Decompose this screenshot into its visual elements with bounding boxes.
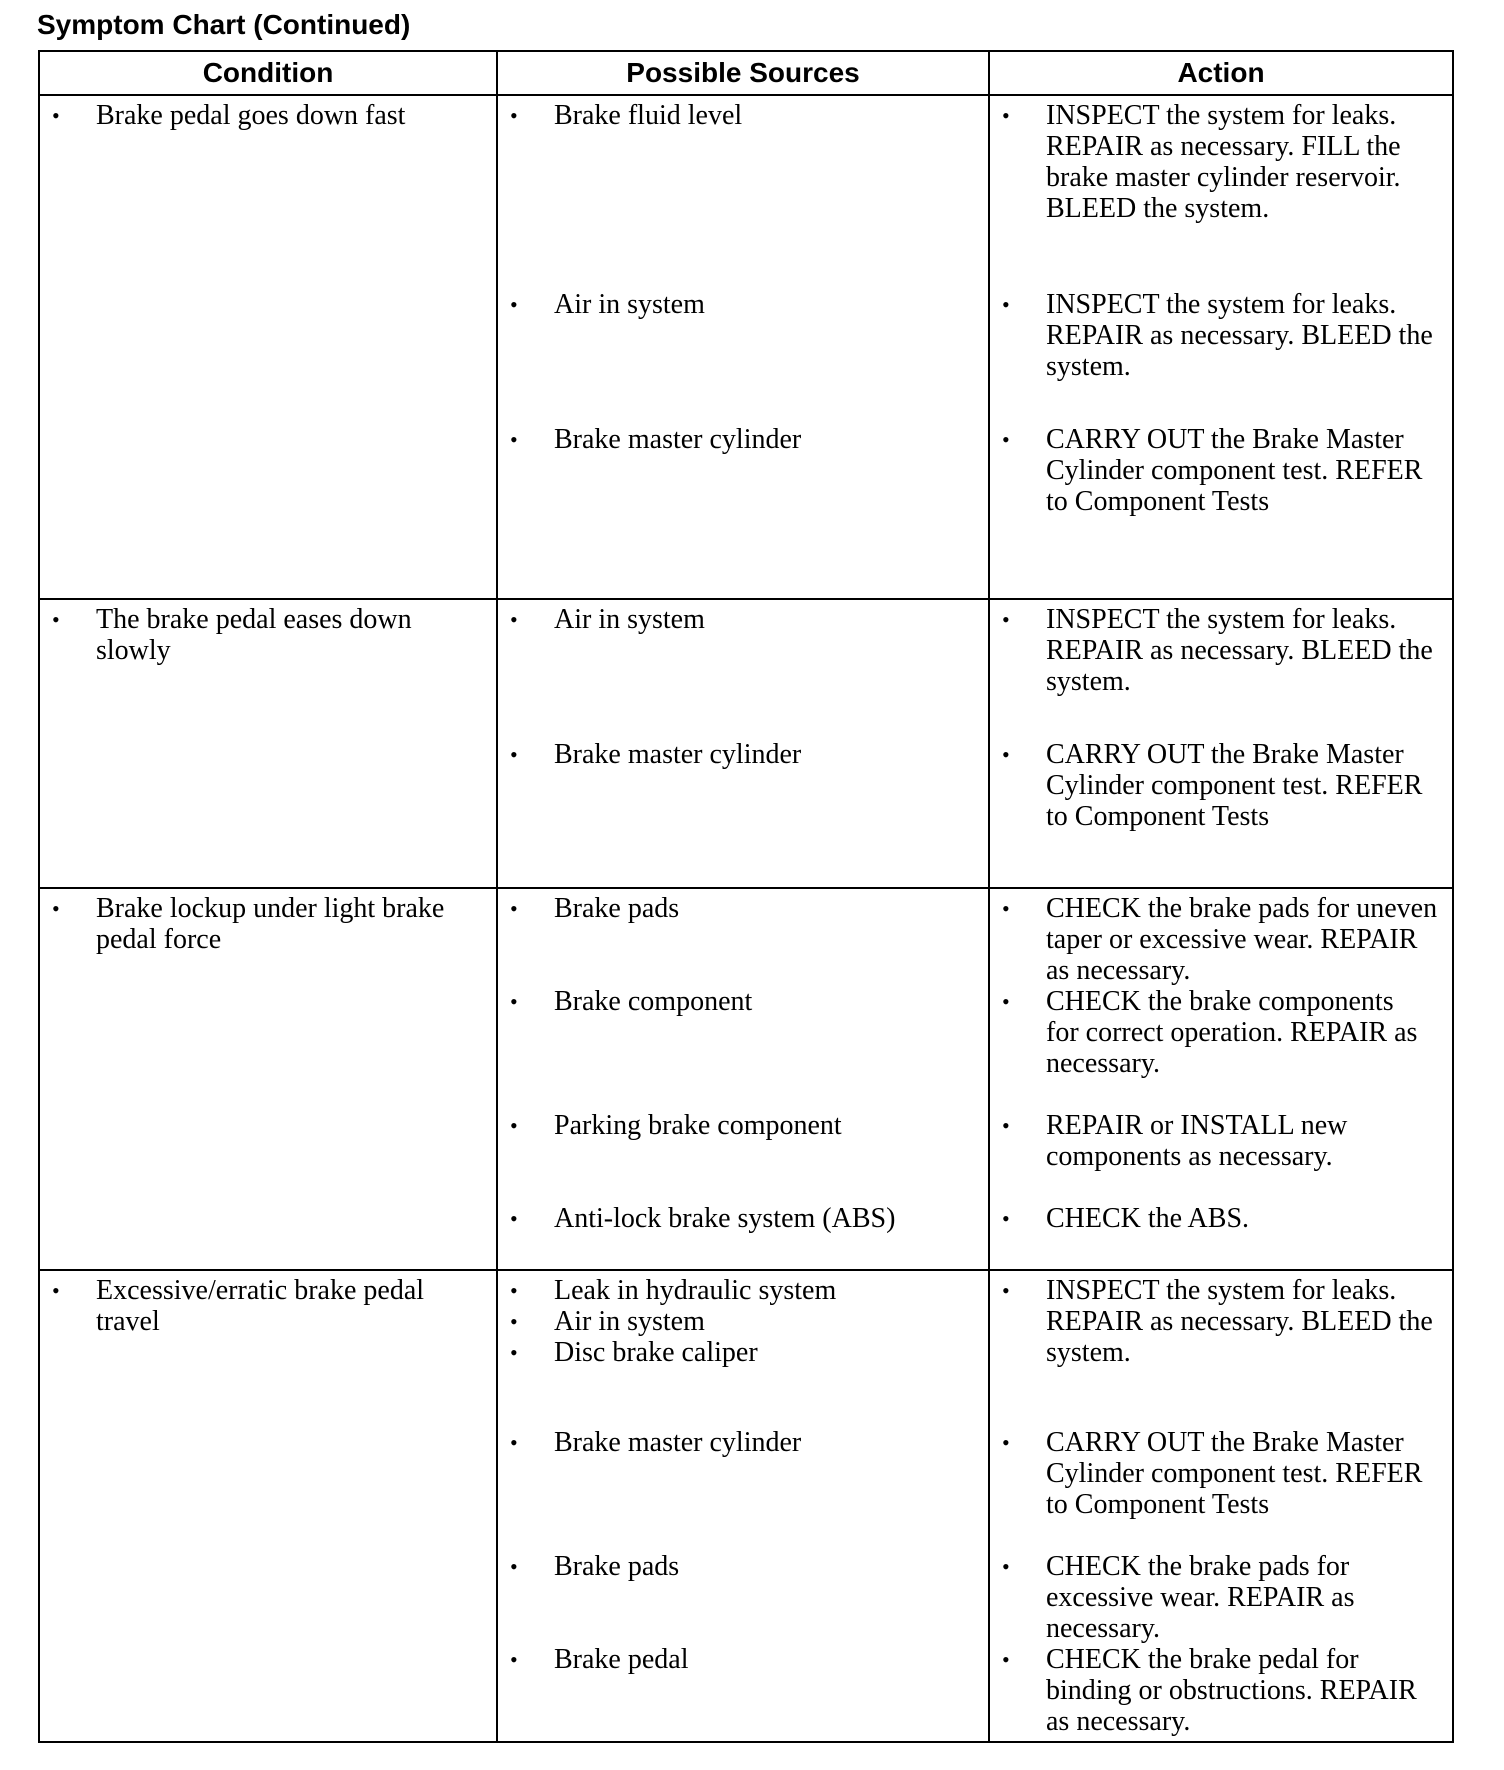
list-item bbox=[40, 1275, 488, 1337]
list-item bbox=[990, 1644, 1444, 1737]
bullet-icon: • bbox=[1002, 1647, 1010, 1672]
condition-text: Brake pedal goes down fast bbox=[96, 100, 406, 131]
list-item bbox=[990, 289, 1444, 424]
bullet-icon: • bbox=[510, 896, 518, 921]
condition-cell bbox=[39, 1270, 497, 1742]
bullet-icon: • bbox=[510, 292, 518, 317]
bullet-icon: • bbox=[1002, 103, 1010, 128]
source-text: Brake master cylinder bbox=[554, 424, 802, 455]
list-item bbox=[498, 1306, 980, 1337]
action-cell bbox=[989, 1270, 1453, 1742]
list-item bbox=[990, 1110, 1444, 1203]
bullet-icon: • bbox=[1002, 1554, 1010, 1579]
bullet-icon: • bbox=[510, 1554, 518, 1579]
list-item bbox=[498, 893, 980, 986]
source-text: Disc brake caliper bbox=[554, 1337, 758, 1368]
column-header-condition: Condition bbox=[39, 51, 497, 95]
source-text: Brake pads bbox=[554, 1551, 680, 1582]
list-item bbox=[40, 893, 488, 955]
column-header-sources: Possible Sources bbox=[497, 51, 989, 95]
bullet-icon: • bbox=[510, 103, 518, 128]
source-text: Brake pedal bbox=[554, 1644, 689, 1675]
action-text: CHECK the brake pedal for binding or obstructions. REPAIR as necessary. bbox=[1046, 1644, 1417, 1737]
list-item bbox=[498, 1644, 980, 1675]
list-item bbox=[990, 739, 1444, 832]
bullet-icon: • bbox=[1002, 989, 1010, 1014]
action-cell bbox=[989, 888, 1453, 1270]
list-item bbox=[990, 1551, 1444, 1644]
list-item bbox=[498, 1551, 980, 1644]
bullet-icon: • bbox=[1002, 292, 1010, 317]
bullet-icon: • bbox=[510, 1206, 518, 1231]
column-header-action: Action bbox=[989, 51, 1453, 95]
bullet-icon: • bbox=[1002, 1113, 1010, 1138]
action-text: CARRY OUT the Brake Master Cylinder component test. REFER to Component Tests bbox=[1046, 1427, 1423, 1520]
list-item bbox=[498, 1110, 980, 1203]
condition-text: Brake lockup under light brake pedal force bbox=[96, 893, 445, 955]
bullet-icon: • bbox=[510, 989, 518, 1014]
page-title: Symptom Chart (Continued) bbox=[37, 9, 411, 40]
condition-text: Excessive/erratic brake pedal travel bbox=[96, 1275, 425, 1337]
list-item bbox=[498, 1275, 980, 1306]
bullet-icon: • bbox=[1002, 896, 1010, 921]
condition-text: The brake pedal eases down slowly bbox=[96, 604, 412, 666]
list-item bbox=[990, 424, 1444, 517]
list-item bbox=[40, 100, 488, 131]
sources-cell bbox=[497, 1270, 989, 1742]
source-text: Brake fluid level bbox=[554, 100, 743, 131]
source-text: Leak in hydraulic system bbox=[554, 1275, 837, 1306]
bullet-icon: • bbox=[1002, 427, 1010, 452]
condition-cell bbox=[39, 599, 497, 888]
table-header-row bbox=[39, 51, 1453, 95]
bullet-icon: • bbox=[1002, 607, 1010, 632]
symptom-table bbox=[38, 50, 1454, 1743]
list-item bbox=[990, 893, 1444, 986]
action-text: INSPECT the system for leaks. REPAIR as necessary. FILL the brake master cylinder reservoir. BLEED the system. bbox=[1046, 100, 1401, 224]
bullet-icon: • bbox=[510, 1430, 518, 1455]
source-text: Air in system bbox=[554, 289, 705, 320]
bullet-icon: • bbox=[1002, 1430, 1010, 1455]
action-text: INSPECT the system for leaks. REPAIR as necessary. BLEED the system. bbox=[1046, 604, 1433, 697]
list-item bbox=[498, 986, 980, 1110]
condition-cell bbox=[39, 95, 497, 599]
source-text: Brake master cylinder bbox=[554, 1427, 802, 1458]
source-text: Parking brake component bbox=[554, 1110, 842, 1141]
action-text: CHECK the brake components for correct operation. REPAIR as necessary. bbox=[1046, 986, 1418, 1079]
list-item bbox=[498, 424, 980, 455]
bullet-icon: • bbox=[510, 1113, 518, 1138]
list-item bbox=[498, 604, 980, 739]
list-item bbox=[498, 289, 980, 424]
bullet-icon: • bbox=[510, 427, 518, 452]
condition-cell bbox=[39, 888, 497, 1270]
list-item bbox=[990, 1275, 1444, 1427]
bullet-icon: • bbox=[510, 1278, 518, 1303]
action-text: INSPECT the system for leaks. REPAIR as necessary. BLEED the system. bbox=[1046, 1275, 1433, 1368]
table-row bbox=[39, 1270, 1453, 1742]
action-text: REPAIR or INSTALL new components as necessary. bbox=[1046, 1110, 1348, 1172]
list-item bbox=[498, 1337, 980, 1368]
action-cell bbox=[989, 599, 1453, 888]
source-group bbox=[498, 1275, 980, 1427]
table-row bbox=[39, 888, 1453, 1270]
bullet-icon: • bbox=[510, 607, 518, 632]
bullet-icon: • bbox=[52, 1278, 60, 1303]
bullet-icon: • bbox=[1002, 1206, 1010, 1231]
list-item bbox=[498, 739, 980, 770]
sources-cell bbox=[497, 599, 989, 888]
bullet-icon: • bbox=[510, 742, 518, 767]
action-text: CHECK the brake pads for excessive wear. REPAIR as necessary. bbox=[1046, 1551, 1355, 1644]
sources-cell bbox=[497, 95, 989, 599]
list-item bbox=[990, 986, 1444, 1110]
action-text: CARRY OUT the Brake Master Cylinder component test. REFER to Component Tests bbox=[1046, 424, 1423, 517]
table-row bbox=[39, 599, 1453, 888]
source-text: Air in system bbox=[554, 604, 705, 635]
bullet-icon: • bbox=[52, 607, 60, 632]
action-text: CARRY OUT the Brake Master Cylinder component test. REFER to Component Tests bbox=[1046, 739, 1423, 832]
source-text: Air in system bbox=[554, 1306, 705, 1337]
source-text: Brake pads bbox=[554, 893, 680, 924]
action-cell bbox=[989, 95, 1453, 599]
list-item bbox=[498, 1427, 980, 1551]
source-text: Brake master cylinder bbox=[554, 739, 802, 770]
list-item bbox=[990, 604, 1444, 739]
bullet-icon: • bbox=[1002, 742, 1010, 767]
source-text: Anti-lock brake system (ABS) bbox=[554, 1203, 896, 1234]
action-text: INSPECT the system for leaks. REPAIR as necessary. BLEED the system. bbox=[1046, 289, 1433, 382]
action-text: CHECK the brake pads for uneven taper or excessive wear. REPAIR as necessary. bbox=[1046, 893, 1438, 986]
action-text: CHECK the ABS. bbox=[1046, 1203, 1250, 1234]
bullet-icon: • bbox=[510, 1340, 518, 1365]
sources-cell bbox=[497, 888, 989, 1270]
list-item bbox=[990, 1203, 1444, 1234]
list-item bbox=[990, 1427, 1444, 1551]
bullet-icon: • bbox=[52, 103, 60, 128]
bullet-icon: • bbox=[510, 1309, 518, 1334]
list-item bbox=[990, 100, 1444, 289]
source-text: Brake component bbox=[554, 986, 753, 1017]
list-item bbox=[498, 100, 980, 289]
list-item bbox=[40, 604, 488, 666]
table-row bbox=[39, 95, 1453, 599]
bullet-icon: • bbox=[510, 1647, 518, 1672]
list-item bbox=[498, 1203, 980, 1234]
bullet-icon: • bbox=[52, 896, 60, 921]
bullet-icon: • bbox=[1002, 1278, 1010, 1303]
